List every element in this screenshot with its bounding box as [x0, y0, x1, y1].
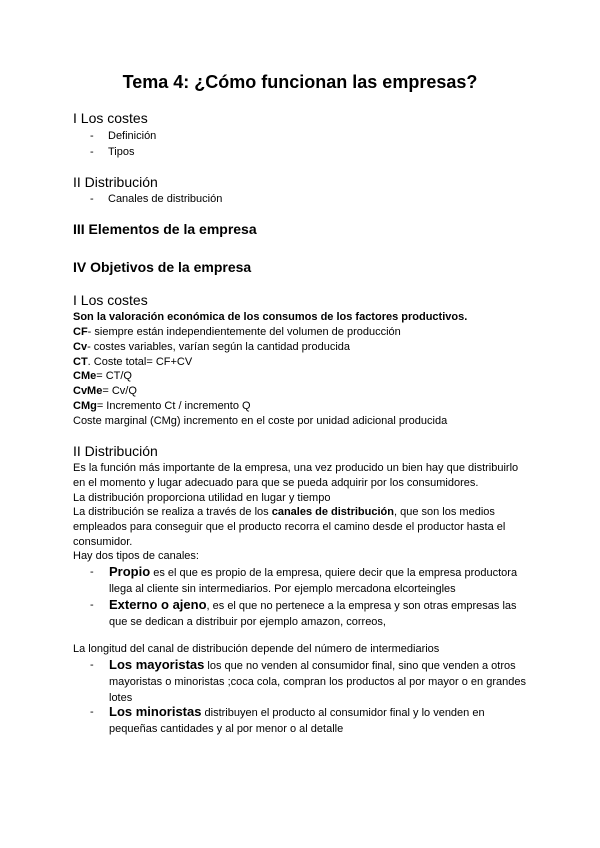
cv-line: Cv- costes variables, varían según la cantidad producida	[73, 341, 350, 353]
distribucion-text: La distribución se realiza a través de los canales de distribución, que son los medios	[73, 506, 495, 518]
cf-line: CF- siempre están independientemente del volumen de producción	[73, 326, 401, 338]
canal-externo-item: - Externo o ajeno, es el que no pertenece a la empresa y son otras empresas las que se dedican a distribuir por ejemplo amazon, correos,	[90, 597, 517, 628]
costes-definition: Son la valoración económica de los consumos de los factores productivos.	[73, 311, 468, 323]
outline-heading-distribucion: II Distribución	[73, 174, 158, 190]
outline-item: - Canales de distribución	[90, 193, 223, 205]
canal-propio-item: - Propio es el que es propio de la empresa, quiere decir que la empresa productora llega al cliente sin intermediarios. Por ejemplo mercadona elcorteingles	[90, 564, 518, 595]
ct-line: CT. Coste total= CF+CV	[73, 356, 193, 368]
section-heading-distribucion: II Distribución	[73, 443, 158, 459]
distribucion-text: empleados para conseguir que el producto recorra el camino desde el productor hasta el	[73, 521, 506, 533]
outline-heading-costes: I Los costes	[73, 110, 148, 126]
distribucion-text: consumidor.	[73, 536, 133, 548]
outline-heading-objetivos: IV Objetivos de la empresa	[73, 259, 252, 275]
distribucion-text: La distribución proporciona utilidad en lugar y tiempo	[73, 492, 331, 504]
minoristas-item: - Los minoristas distribuyen el producto al consumidor final y lo venden en pequeñas cantidades y al por menor o al detalle	[90, 704, 485, 735]
mayoristas-item: - Los mayoristas los que no venden al consumidor final, sino que venden a otros mayoristas o minoristas ;coca cola, compran los productos al por mayor o en grandes lotes	[90, 657, 526, 704]
cme-line: CMe= CT/Q	[73, 370, 132, 382]
page-title: Tema 4: ¿Cómo funcionan las empresas?	[122, 72, 478, 92]
distribucion-text: Hay dos tipos de canales:	[73, 550, 199, 562]
outline-item: - Tipos	[90, 146, 135, 158]
section-heading-costes: I Los costes	[73, 292, 148, 308]
outline-heading-elementos: III Elementos de la empresa	[73, 221, 257, 237]
distribucion-text: en el momento y lugar adecuado para que se pueda adquirir por los consumidores.	[73, 477, 479, 489]
coste-marginal-line: Coste marginal (CMg) incremento en el coste por unidad adicional producida	[73, 415, 448, 427]
outline-item: - Definición	[90, 130, 157, 142]
cvme-line: CvMe= Cv/Q	[73, 385, 137, 397]
distribucion-text: Es la función más importante de la empresa, una vez producido un bien hay que distribuirlo	[73, 462, 519, 474]
longitud-canal-text: La longitud del canal de distribución depende del número de intermediarios	[73, 643, 440, 655]
cmg-line: CMg= Incremento Ct / incremento Q	[73, 400, 251, 412]
